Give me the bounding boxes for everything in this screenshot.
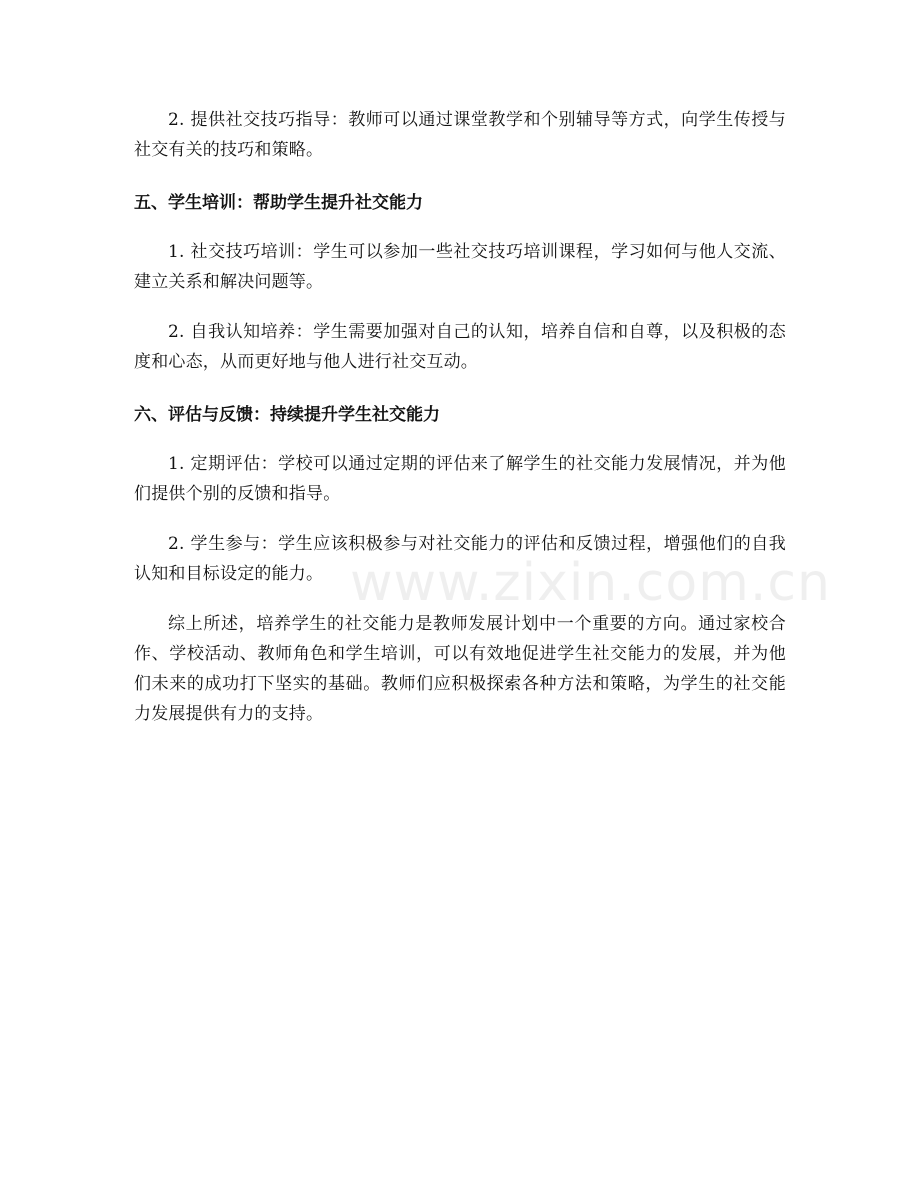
section-heading-student-training: 五、学生培训：帮助学生提升社交能力	[134, 193, 423, 213]
section-heading-evaluation-feedback: 六、评估与反馈：持续提升学生社交能力	[134, 405, 440, 425]
paragraph-social-skills-guidance: 2. 提供社交技巧指导：教师可以通过课堂教学和个别辅导等方式，向学生传授与社交有关的技巧和策略。	[134, 110, 786, 160]
paragraph-student-participation: 2. 学生参与：学生应该积极参与对社交能力的评估和反馈过程，增强他们的自我认知和目标设定的能力。	[134, 534, 786, 584]
paragraph-social-skills-training: 1. 社交技巧培训：学生可以参加一些社交技巧培训课程，学习如何与他人交流、建立关系和解决问题等。	[134, 242, 786, 292]
paragraph-conclusion: 综上所述，培养学生的社交能力是教师发展计划中一个重要的方向。通过家校合作、学校活动、教师角色和学生培训，可以有效地促进学生社交能力的发展，并为他们未来的成功打下坚实的基础。教师们应积极探索各种方法和策略，为学生的社交能力发展提供有力的支持。	[134, 614, 786, 724]
watermark: www.zixin.com.cn	[350, 553, 831, 613]
document-body	[134, 105, 786, 729]
paragraph-regular-evaluation: 1. 定期评估：学校可以通过定期的评估来了解学生的社交能力发展情况，并为他们提供个别的反馈和指导。	[134, 454, 786, 504]
paragraph-self-awareness: 2. 自我认知培养：学生需要加强对自己的认知，培养自信和自尊，以及积极的态度和心态，从而更好地与他人进行社交互动。	[134, 322, 786, 372]
